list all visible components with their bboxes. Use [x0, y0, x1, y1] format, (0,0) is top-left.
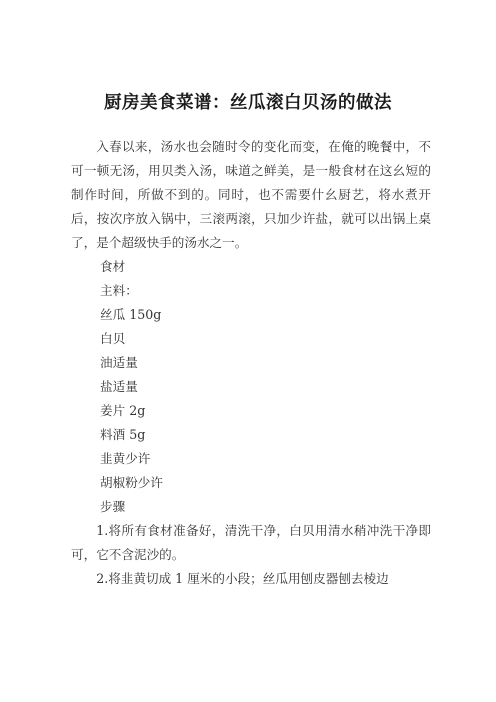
- ingredient-item: 姜片 2g: [100, 403, 146, 418]
- ingredient-item: 料酒 5g: [100, 427, 146, 442]
- page-title: 厨房美食菜谱：丝瓜滚白贝汤的做法: [104, 93, 392, 113]
- step-paragraph: 2.将韭黄切成 1 厘米的小段；丝瓜用刨皮器刨去棱边: [96, 571, 389, 586]
- document-body: [71, 135, 431, 591]
- intro-paragraph: 入春以来，汤水也会随时令的变化而变，在俺的晚餐中，不可一顿无汤，用贝类入汤，味道之鲜美，是一般食材在这幺短的制作时间，所做不到的。同时，也不需要什幺厨艺，将水煮开后，按次序放入锅中，三滚两滚，只加少许盐，就可以出锅上桌了，是个超级快手的汤水之一。: [71, 139, 431, 250]
- main-ingredients-label: 主料：: [100, 283, 138, 298]
- ingredients-heading: 食材: [100, 259, 126, 274]
- ingredient-item: 盐适量: [100, 379, 138, 394]
- ingredient-item: 韭黄少许: [100, 451, 151, 466]
- ingredient-item: 白贝: [100, 331, 126, 346]
- ingredient-item: 油适量: [100, 355, 138, 370]
- steps-heading: 步骤: [100, 499, 126, 514]
- ingredient-item: 丝瓜 150g: [100, 307, 162, 322]
- ingredient-item: 胡椒粉少许: [100, 475, 163, 490]
- step-paragraph: 1.将所有食材准备好，清洗干净，白贝用清水稍冲洗干净即可，它不含泥沙的。: [71, 523, 431, 562]
